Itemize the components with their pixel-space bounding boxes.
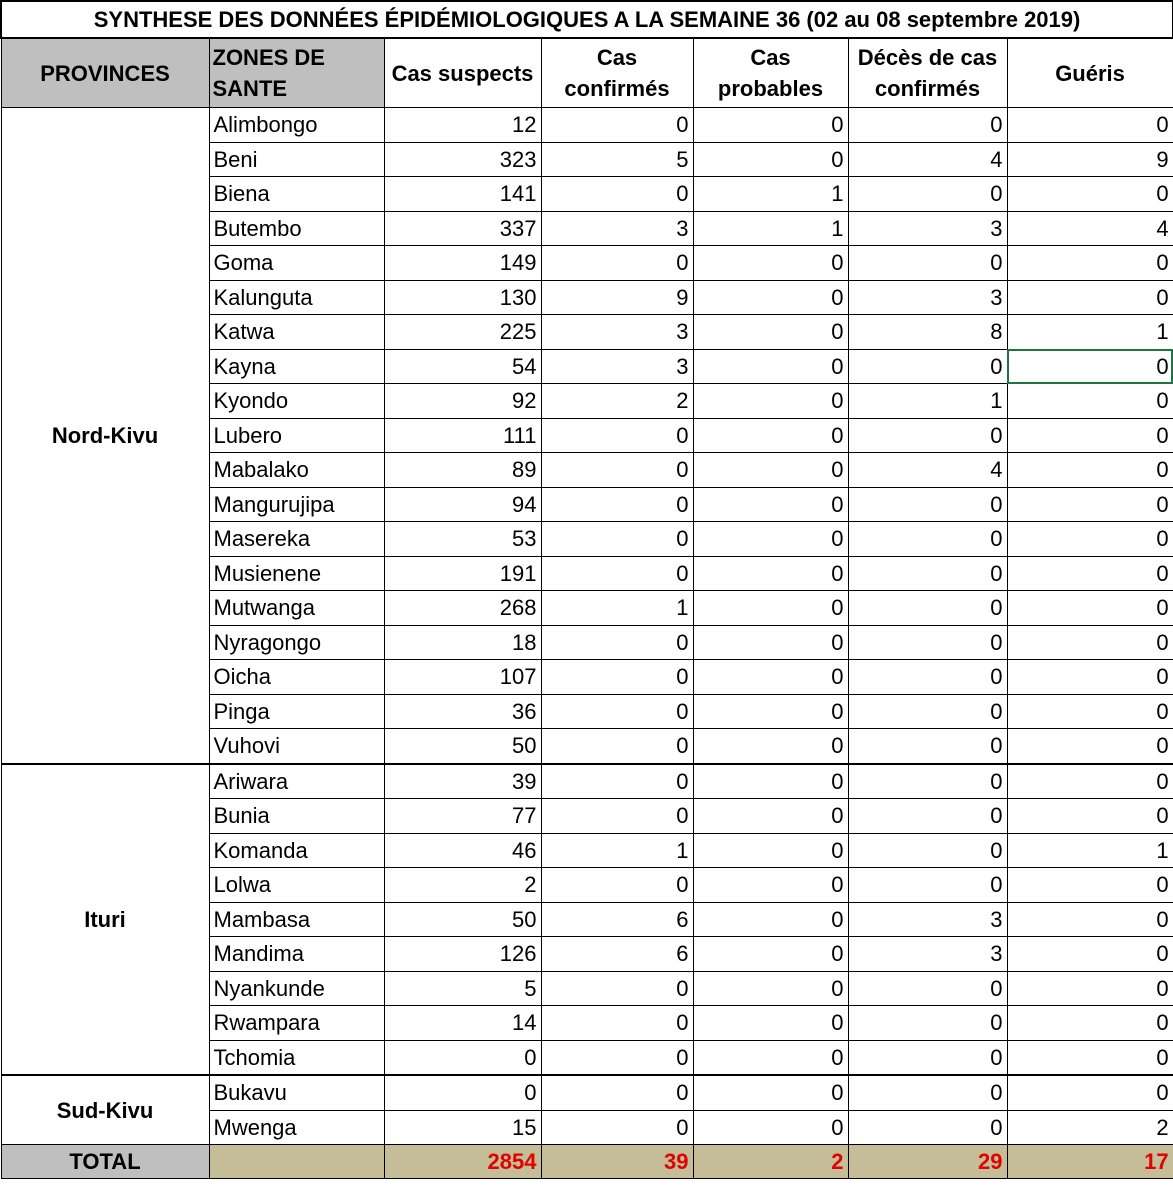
table-body (1, 108, 1173, 1145)
suspects-cell[interactable]: 149 (384, 246, 541, 281)
probables-cell[interactable]: 0 (693, 1075, 848, 1110)
suspects-cell[interactable]: 92 (384, 384, 541, 419)
deces-cell[interactable]: 0 (848, 660, 1007, 695)
header-suspects[interactable]: Cas suspects (384, 38, 541, 108)
deces-cell[interactable]: 0 (848, 625, 1007, 660)
gueris-cell[interactable]: 1 (1007, 315, 1173, 350)
confirmes-cell[interactable]: 1 (541, 591, 693, 626)
deces-cell[interactable]: 0 (848, 349, 1007, 384)
probables-cell[interactable]: 0 (693, 1006, 848, 1041)
header-gueris[interactable]: Guéris (1007, 38, 1173, 108)
zone-cell[interactable]: Mutwanga (209, 591, 384, 626)
zone-cell[interactable]: Komanda (209, 833, 384, 868)
gueris-cell[interactable]: 0 (1007, 556, 1173, 591)
deces-cell[interactable]: 0 (848, 764, 1007, 799)
gueris-cell[interactable]: 0 (1007, 971, 1173, 1006)
zone-cell[interactable]: Kyondo (209, 384, 384, 419)
deces-cell[interactable]: 0 (848, 556, 1007, 591)
zone-cell[interactable]: Tchomia (209, 1040, 384, 1075)
gueris-cell[interactable]: 0 (1007, 694, 1173, 729)
probables-cell[interactable]: 0 (693, 108, 848, 143)
gueris-cell[interactable]: 0 (1007, 868, 1173, 903)
gueris-cell[interactable]: 0 (1007, 729, 1173, 764)
deces-cell[interactable]: 4 (848, 142, 1007, 177)
zone-cell[interactable]: Alimbongo (209, 108, 384, 143)
gueris-cell[interactable]: 2 (1007, 1110, 1173, 1145)
probables-cell[interactable]: 0 (693, 764, 848, 799)
suspects-cell[interactable]: 89 (384, 453, 541, 488)
gueris-cell[interactable]: 1 (1007, 833, 1173, 868)
gueris-cell[interactable]: 0 (1007, 246, 1173, 281)
gueris-cell[interactable]: 9 (1007, 142, 1173, 177)
deces-cell[interactable]: 0 (848, 246, 1007, 281)
confirmes-cell[interactable]: 6 (541, 902, 693, 937)
gueris-cell[interactable]: 0 (1007, 177, 1173, 212)
zone-cell[interactable]: Butembo (209, 211, 384, 246)
suspects-cell[interactable]: 0 (384, 1075, 541, 1110)
confirmes-cell[interactable]: 0 (541, 625, 693, 660)
probables-cell[interactable]: 0 (693, 660, 848, 695)
confirmes-cell[interactable]: 0 (541, 246, 693, 281)
confirmes-cell[interactable]: 0 (541, 556, 693, 591)
deces-cell[interactable]: 3 (848, 280, 1007, 315)
suspects-cell[interactable]: 94 (384, 487, 541, 522)
gueris-cell[interactable]: 0 (1007, 660, 1173, 695)
total-suspects[interactable]: 2854 (384, 1145, 541, 1179)
probables-cell[interactable]: 0 (693, 487, 848, 522)
gueris-cell[interactable]: 0 (1007, 418, 1173, 453)
gueris-cell[interactable]: 0 (1007, 937, 1173, 972)
suspects-cell[interactable]: 50 (384, 902, 541, 937)
confirmes-cell[interactable]: 0 (541, 764, 693, 799)
gueris-cell[interactable]: 4 (1007, 211, 1173, 246)
probables-cell[interactable]: 0 (693, 384, 848, 419)
probables-cell[interactable]: 0 (693, 246, 848, 281)
suspects-cell[interactable]: 54 (384, 349, 541, 384)
confirmes-cell[interactable]: 0 (541, 418, 693, 453)
gueris-cell[interactable]: 0 (1007, 349, 1173, 384)
suspects-cell[interactable]: 111 (384, 418, 541, 453)
deces-cell[interactable]: 0 (848, 868, 1007, 903)
probables-cell[interactable]: 1 (693, 211, 848, 246)
table-title[interactable]: SYNTHESE DES DONNÉES ÉPIDÉMIOLOGIQUES A LA SEMAINE 36 (02 au 08 septembre 2019) (1, 1, 1173, 38)
gueris-cell[interactable]: 0 (1007, 1006, 1173, 1041)
confirmes-cell[interactable]: 3 (541, 211, 693, 246)
suspects-cell[interactable]: 107 (384, 660, 541, 695)
suspects-cell[interactable]: 141 (384, 177, 541, 212)
zone-cell[interactable]: Nyragongo (209, 625, 384, 660)
total-probables[interactable]: 2 (693, 1145, 848, 1179)
province-cell[interactable]: Sud-Kivu (1, 1075, 209, 1145)
zone-cell[interactable]: Kalunguta (209, 280, 384, 315)
suspects-cell[interactable]: 53 (384, 522, 541, 557)
probables-cell[interactable]: 0 (693, 799, 848, 834)
probables-cell[interactable]: 0 (693, 556, 848, 591)
zone-cell[interactable]: Lubero (209, 418, 384, 453)
zone-cell[interactable]: Oicha (209, 660, 384, 695)
zone-cell[interactable]: Biena (209, 177, 384, 212)
suspects-cell[interactable]: 77 (384, 799, 541, 834)
deces-cell[interactable]: 0 (848, 487, 1007, 522)
zone-cell[interactable]: Musienene (209, 556, 384, 591)
gueris-cell[interactable]: 0 (1007, 1040, 1173, 1075)
gueris-cell[interactable]: 0 (1007, 902, 1173, 937)
confirmes-cell[interactable]: 0 (541, 1075, 693, 1110)
gueris-cell[interactable]: 0 (1007, 487, 1173, 522)
province-cell[interactable]: Nord-Kivu (1, 108, 209, 764)
gueris-cell[interactable]: 0 (1007, 453, 1173, 488)
confirmes-cell[interactable]: 0 (541, 453, 693, 488)
suspects-cell[interactable]: 14 (384, 1006, 541, 1041)
zone-cell[interactable]: Mambasa (209, 902, 384, 937)
deces-cell[interactable]: 0 (848, 799, 1007, 834)
confirmes-cell[interactable]: 0 (541, 108, 693, 143)
probables-cell[interactable]: 0 (693, 315, 848, 350)
probables-cell[interactable]: 0 (693, 833, 848, 868)
confirmes-cell[interactable]: 0 (541, 1110, 693, 1145)
zone-cell[interactable]: Bunia (209, 799, 384, 834)
zone-cell[interactable]: Bukavu (209, 1075, 384, 1110)
gueris-cell[interactable]: 0 (1007, 764, 1173, 799)
header-deces[interactable]: Décès de cas confirmés (848, 38, 1007, 108)
total-confirmes[interactable]: 39 (541, 1145, 693, 1179)
zone-cell[interactable]: Goma (209, 246, 384, 281)
zone-cell[interactable]: Mandima (209, 937, 384, 972)
confirmes-cell[interactable]: 2 (541, 384, 693, 419)
deces-cell[interactable]: 0 (848, 1075, 1007, 1110)
probables-cell[interactable]: 0 (693, 694, 848, 729)
confirmes-cell[interactable]: 1 (541, 833, 693, 868)
deces-cell[interactable]: 0 (848, 1006, 1007, 1041)
deces-cell[interactable]: 0 (848, 694, 1007, 729)
zone-cell[interactable]: Mwenga (209, 1110, 384, 1145)
deces-cell[interactable]: 0 (848, 177, 1007, 212)
table-row (1, 1075, 1173, 1110)
confirmes-cell[interactable]: 0 (541, 971, 693, 1006)
suspects-cell[interactable]: 46 (384, 833, 541, 868)
deces-cell[interactable]: 0 (848, 108, 1007, 143)
gueris-cell[interactable]: 0 (1007, 625, 1173, 660)
gueris-cell[interactable]: 0 (1007, 591, 1173, 626)
total-zone-cell[interactable] (209, 1145, 384, 1179)
probables-cell[interactable]: 0 (693, 1040, 848, 1075)
gueris-cell[interactable]: 0 (1007, 280, 1173, 315)
confirmes-cell[interactable]: 0 (541, 1040, 693, 1075)
suspects-cell[interactable]: 191 (384, 556, 541, 591)
zone-cell[interactable]: Mabalako (209, 453, 384, 488)
suspects-cell[interactable]: 0 (384, 1040, 541, 1075)
zone-cell[interactable]: Ariwara (209, 764, 384, 799)
confirmes-cell[interactable]: 6 (541, 937, 693, 972)
probables-cell[interactable]: 0 (693, 971, 848, 1006)
probables-cell[interactable]: 0 (693, 453, 848, 488)
confirmes-cell[interactable]: 0 (541, 1006, 693, 1041)
confirmes-cell[interactable]: 0 (541, 660, 693, 695)
suspects-cell[interactable]: 50 (384, 729, 541, 764)
zone-cell[interactable]: Nyankunde (209, 971, 384, 1006)
deces-cell[interactable]: 1 (848, 384, 1007, 419)
suspects-cell[interactable]: 126 (384, 937, 541, 972)
header-confirmes[interactable]: Cas confirmés (541, 38, 693, 108)
header-provinces[interactable]: PROVINCES (1, 38, 209, 108)
total-label[interactable]: TOTAL (1, 1145, 209, 1179)
suspects-cell[interactable]: 225 (384, 315, 541, 350)
zone-cell[interactable]: Pinga (209, 694, 384, 729)
probables-cell[interactable]: 0 (693, 418, 848, 453)
confirmes-cell[interactable]: 0 (541, 729, 693, 764)
deces-cell[interactable]: 3 (848, 902, 1007, 937)
zone-cell[interactable]: Vuhovi (209, 729, 384, 764)
suspects-cell[interactable]: 337 (384, 211, 541, 246)
table-row (1, 108, 1173, 143)
deces-cell[interactable]: 0 (848, 418, 1007, 453)
suspects-cell[interactable]: 36 (384, 694, 541, 729)
province-cell[interactable]: Ituri (1, 764, 209, 1076)
zone-cell[interactable]: Beni (209, 142, 384, 177)
suspects-cell[interactable]: 2 (384, 868, 541, 903)
probables-cell[interactable]: 0 (693, 1110, 848, 1145)
confirmes-cell[interactable]: 0 (541, 487, 693, 522)
zone-cell[interactable]: Kayna (209, 349, 384, 384)
confirmes-cell[interactable]: 3 (541, 349, 693, 384)
gueris-cell[interactable]: 0 (1007, 522, 1173, 557)
suspects-cell[interactable]: 268 (384, 591, 541, 626)
suspects-cell[interactable]: 15 (384, 1110, 541, 1145)
table-row (1, 764, 1173, 799)
probables-cell[interactable]: 0 (693, 729, 848, 764)
probables-cell[interactable]: 0 (693, 280, 848, 315)
zone-cell[interactable]: Masereka (209, 522, 384, 557)
probables-cell[interactable]: 1 (693, 177, 848, 212)
probables-cell[interactable]: 0 (693, 349, 848, 384)
gueris-cell[interactable]: 0 (1007, 384, 1173, 419)
zone-cell[interactable]: Katwa (209, 315, 384, 350)
suspects-cell[interactable]: 12 (384, 108, 541, 143)
suspects-cell[interactable]: 130 (384, 280, 541, 315)
confirmes-cell[interactable]: 5 (541, 142, 693, 177)
deces-cell[interactable]: 0 (848, 1110, 1007, 1145)
zone-cell[interactable]: Mangurujipa (209, 487, 384, 522)
deces-cell[interactable]: 0 (848, 729, 1007, 764)
deces-cell[interactable]: 0 (848, 971, 1007, 1006)
probables-cell[interactable]: 0 (693, 902, 848, 937)
probables-cell[interactable]: 0 (693, 937, 848, 972)
gueris-cell[interactable]: 0 (1007, 108, 1173, 143)
confirmes-cell[interactable]: 0 (541, 522, 693, 557)
probables-cell[interactable]: 0 (693, 142, 848, 177)
suspects-cell[interactable]: 39 (384, 764, 541, 799)
header-zones[interactable]: ZONES DE SANTE (209, 38, 384, 108)
suspects-cell[interactable]: 323 (384, 142, 541, 177)
deces-cell[interactable]: 0 (848, 522, 1007, 557)
total-deces[interactable]: 29 (848, 1145, 1007, 1179)
deces-cell[interactable]: 0 (848, 591, 1007, 626)
deces-cell[interactable]: 4 (848, 453, 1007, 488)
header-probables[interactable]: Cas probables (693, 38, 848, 108)
zone-cell[interactable]: Rwampara (209, 1006, 384, 1041)
confirmes-cell[interactable]: 0 (541, 694, 693, 729)
confirmes-cell[interactable]: 9 (541, 280, 693, 315)
gueris-cell[interactable]: 0 (1007, 799, 1173, 834)
zone-cell[interactable]: Lolwa (209, 868, 384, 903)
confirmes-cell[interactable]: 3 (541, 315, 693, 350)
probables-cell[interactable]: 0 (693, 591, 848, 626)
probables-cell[interactable]: 0 (693, 625, 848, 660)
confirmes-cell[interactable]: 0 (541, 177, 693, 212)
gueris-cell[interactable]: 0 (1007, 1075, 1173, 1110)
probables-cell[interactable]: 0 (693, 522, 848, 557)
confirmes-cell[interactable]: 0 (541, 799, 693, 834)
suspects-cell[interactable]: 18 (384, 625, 541, 660)
probables-cell[interactable]: 0 (693, 868, 848, 903)
suspects-cell[interactable]: 5 (384, 971, 541, 1006)
deces-cell[interactable]: 0 (848, 1040, 1007, 1075)
deces-cell[interactable]: 3 (848, 211, 1007, 246)
confirmes-cell[interactable]: 0 (541, 868, 693, 903)
total-gueris[interactable]: 17 (1007, 1145, 1173, 1179)
deces-cell[interactable]: 8 (848, 315, 1007, 350)
deces-cell[interactable]: 3 (848, 937, 1007, 972)
deces-cell[interactable]: 0 (848, 833, 1007, 868)
